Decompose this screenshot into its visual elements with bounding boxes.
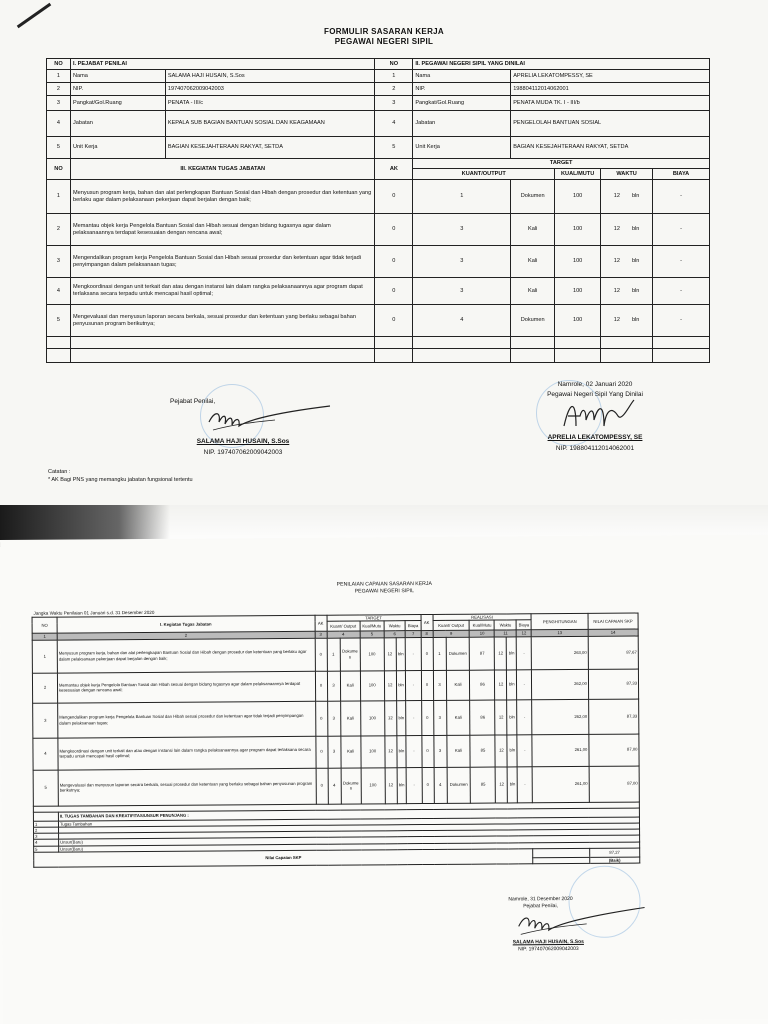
section-employee-title: II. PEGAWAI NEGERI SIPIL YANG DINILAI (413, 59, 710, 70)
row-r-b: - (517, 699, 532, 734)
evaluator-rank: PENATA - III/c (165, 96, 375, 111)
task-waktu-unit: bln (631, 287, 640, 294)
header-no-2: NO (375, 59, 413, 70)
form2-title: PENILAIAN CAPAIAN SASARAN KERJA (336, 580, 432, 588)
row-t-unit: Dokume n (340, 637, 360, 670)
h2-kuant-r: Kuant/ Output (433, 620, 470, 630)
task-biaya: - (653, 180, 710, 214)
row-t-unit: Kali (340, 670, 360, 700)
achievement-row (32, 636, 638, 673)
row-r-qty: 3 (433, 735, 446, 767)
h2-kegiatan: I. Kegiatan Tugas Jabatan (57, 615, 315, 633)
row-desc: Memantau objek kerja Pengelola Bantuan Sosial dan Hibah sesuai dengan bidang tugasnya agar dalam pelaksanaannya terdapat kesesuaian dengan rencana awal; (57, 671, 315, 703)
task-unit: Kali (511, 278, 555, 305)
row-calc: 262,00 (532, 699, 589, 734)
h2-nilai: NILAI CAPAIAN SKP (588, 613, 638, 630)
skp-achievement-form (0, 535, 768, 1024)
note-text: * AK Bagi PNS yang memangku jabatan fungsional tertentu (48, 477, 193, 483)
row-r-kual: 85 (470, 735, 495, 767)
extra-no: 3 (34, 833, 59, 839)
form1-table (46, 58, 710, 363)
extra-no: 1 (33, 821, 58, 827)
task-qty: 4 (413, 305, 511, 337)
row-t-kual: 100 (360, 670, 384, 700)
task-qty: 3 (413, 214, 511, 246)
tasks-header-activity: III. KEGIATAN TUGAS JABATAN (70, 159, 374, 180)
row-t-b: - (406, 637, 421, 670)
evaluator-nip: 197407062009042003 (165, 83, 375, 96)
row-nilai: 87,33 (589, 699, 639, 734)
sig2-role: Pejabat Penilai, (523, 903, 558, 910)
identity-row: 1 Nama SALAMA HAJI HUSAIN, S.Sos 1 Nama APRELIA LEKATOMPESSY, SE (47, 70, 710, 83)
row-r-qty: 3 (433, 700, 446, 735)
task-qty: 3 (413, 246, 511, 278)
sign-place-date: Namrole, 02 Januari 2020 (557, 381, 633, 388)
assessment-period: Jangka Waktu Penilaian 01 Januari s.d. 31 Desember 2020 (33, 609, 155, 616)
task-waktu (601, 246, 653, 278)
row-t-qty: 3 (327, 736, 340, 768)
sig2-place-date: Namrole, 31 Desember 2020 (508, 896, 573, 903)
row-calc: 261,00 (532, 734, 589, 766)
task-biaya: - (653, 278, 710, 305)
evaluator-role: Pejabat Penilai, (170, 398, 216, 405)
task-qty: 1 (413, 180, 511, 214)
row-desc: Mengendalikan program kerja Pengelola Bantuan Sosial dan Hibah sesuai prosedur dan ketentuan agar tidak terjadi penyimpangan dalam pelaksanaan tugas; (58, 701, 316, 738)
row-nilai: 87,00 (589, 766, 639, 802)
row-r-unit: Dokumen (446, 637, 470, 670)
form2-subtitle: PEGAWAI NEGERI SIPIL (354, 588, 415, 595)
row-t-w: 12 (385, 767, 397, 803)
note-title: Catatan : (48, 469, 71, 475)
task-desc: Mengendalikan program kerja Pengelola Bantuan Sosial dan Hibah sesuai prosedur dan ketentuan agar tidak terjadi penyimpangan dalam pelaksanaan tugas; (70, 246, 374, 278)
employee-unit: BAGIAN KESEJAHTERAAN RAKYAT, SETDA (511, 137, 710, 159)
task-desc: Menyusun program kerja, bahan dan alat perlengkapan Bantuan Sosial dan Hibah dengan prosedur dan ketentuan yang berlaku agar dalam pelaksanaan pekerjaan dapat berjalan dengan baik; (70, 180, 374, 214)
row-r-kual: 86 (470, 670, 495, 700)
row-t-qty: 3 (327, 671, 340, 701)
task-row (47, 180, 710, 214)
row-no: 5 (33, 770, 58, 806)
row-t-wu: bln (397, 767, 407, 803)
task-ak: 0 (375, 246, 413, 278)
row-t-qty: 3 (327, 701, 340, 736)
total-value: 87,27 (590, 848, 640, 857)
h2-waktu-r: Waktu (495, 620, 517, 630)
row-t-w: 12 (384, 700, 396, 735)
task-waktu-unit: bln (631, 317, 640, 323)
extra-no: 4 (34, 839, 59, 845)
row-t-kual: 100 (361, 767, 385, 803)
row-ak: 0 (315, 638, 327, 671)
task-waktu-value: 12 (613, 193, 620, 199)
row-nilai: 87,00 (589, 734, 639, 766)
task-ak: 0 (375, 278, 413, 305)
employee-signature (560, 396, 640, 434)
sig2-signature (515, 903, 650, 940)
extra-label: Tugas Tambahan (58, 817, 639, 827)
task-no: 3 (47, 246, 71, 278)
achievement-row (32, 669, 638, 703)
evaluator-position: KEPALA SUB BAGIAN BANTUAN SOSIAL DAN KEAGAMAAN (165, 111, 375, 137)
achievement-row (33, 766, 639, 806)
row-r-wu: bln (507, 734, 517, 766)
task-waktu (601, 278, 653, 305)
task-desc: Memantau objek kerja Pengelola Bantuan Sosial dan Hibah sesuai dengan bidang tugasnya agar dalam pelaksanaannya terdapat kesesuaian dengan rencana awal; (70, 214, 374, 246)
row-t-wu: bln (396, 637, 406, 670)
task-kual: 100 (555, 305, 601, 337)
task-row (47, 278, 710, 305)
row-desc: Mengkoordinasi dengan unit terkait dan atau dengan instansi lain dalam rangka pelaksanaannya agar program dapat terlaksana secara terpadu untuk mencapai hasil optimal; (58, 736, 316, 770)
row-nilai: 87,67 (588, 636, 638, 669)
evaluator-signature (205, 400, 335, 438)
row-t-wu: bln (396, 700, 406, 735)
row-r-w: 12 (495, 699, 507, 734)
row-r-wu: bln (507, 766, 517, 802)
row-r-b: - (516, 636, 531, 669)
task-waktu (601, 214, 653, 246)
col-kual-mutu: KUAL/MUTU (555, 169, 601, 180)
row-r-wu: bln (507, 636, 517, 669)
extra-no: 5 (34, 846, 59, 852)
task-waktu (601, 305, 653, 337)
section-evaluator-title: I. PEJABAT PENILAI (70, 59, 374, 70)
h2-no: NO (32, 617, 57, 633)
h2-ak: AK (315, 615, 327, 631)
task-desc: Mengevaluasi dan menyusun laporan secara berkala, sesuai prosedur dan ketentuan yang berlaku sebagai bahan penyusunan program berikutnya; (70, 305, 374, 337)
evaluator-unit: BAGIAN KESEJAHTERAAN RAKYAT, SETDA (165, 137, 375, 159)
header-no: NO (47, 59, 71, 70)
empty-row (47, 349, 710, 363)
row-no: 3 (33, 703, 58, 738)
form2-table (32, 613, 641, 868)
row-t-qty: 4 (328, 768, 341, 804)
row-t-b: - (406, 700, 421, 735)
row-r-unit: Dokumen (447, 767, 471, 803)
h2-kual-r: Kual/Mutu (470, 620, 495, 630)
row-no: 4 (33, 738, 58, 770)
task-kual: 100 (555, 246, 601, 278)
row-r-ak: 0 (421, 670, 433, 700)
task-waktu-unit: bln (631, 226, 640, 232)
row-t-unit: Kali (340, 700, 360, 735)
row-desc: Mengevaluasi dan menyusun laporan secara berkala, sesuai prosedur dan ketentuan yang berlaku sebagai bahan penyusunan program berikutnya; (58, 768, 316, 806)
col-waktu: WAKTU (601, 169, 653, 180)
task-no: 2 (47, 214, 71, 246)
row-t-kual: 100 (360, 637, 384, 670)
extra-no: 2 (34, 827, 59, 833)
row-r-unit: Kali (446, 700, 470, 735)
row-t-wu: bln (396, 735, 406, 767)
tasks-header-no: NO (47, 159, 71, 180)
column-number-row: 1 2 3 4 5 6 7 8 9 10 11 12 13 14 (32, 629, 638, 639)
form1-subtitle: PEGAWAI NEGERI SIPIL (334, 37, 434, 46)
row-t-qty: 1 (327, 638, 340, 671)
employee-sign-name: APRELIA LEKATOMPESSY, SE (547, 434, 643, 441)
task-unit: Dokumen (511, 305, 555, 337)
row-r-wu: bln (507, 699, 517, 734)
row-r-kual: 86 (470, 700, 495, 735)
task-unit: Kali (511, 214, 555, 246)
task-biaya: - (653, 246, 710, 278)
row-r-w: 12 (495, 669, 507, 699)
row-desc: Menyusun program kerja, bahan dan alat perlengkapan Bantuan Sosial dan Hibah dengan prosedur dan ketentuan yang berlaku agar dalam pelaksanaan pekerjaan dapat berjalan dengan baik; (57, 638, 315, 673)
row-calc: 262,00 (532, 669, 589, 699)
task-unit: Kali (511, 246, 555, 278)
row-r-ak: 0 (422, 767, 434, 803)
total-label: Nilai Capaian SKP (34, 849, 533, 868)
evaluator-sign-name: SALAMA HAJI HUSAIN, S.Sos (196, 438, 290, 445)
row-r-b: - (517, 766, 532, 802)
col-biaya: BIAYA (653, 169, 710, 180)
evaluator-sign-nip: NIP. 197407062009042003 (203, 449, 283, 456)
empty-row (47, 337, 710, 349)
row-ak: 0 (315, 671, 327, 701)
task-biaya: - (653, 305, 710, 337)
row-r-ak: 0 (421, 700, 433, 735)
employee-position: PENGELOLAH BANTUAN SOSIAL (511, 111, 710, 137)
extra-label: Unsur(Baru) (59, 835, 640, 845)
row-ak: 0 (315, 701, 327, 736)
task-row (47, 246, 710, 278)
h2-biaya-r: Biaya (516, 620, 531, 630)
h2-waktu: Waktu (384, 621, 406, 631)
row-t-b: - (406, 767, 421, 803)
task-ak: 0 (375, 214, 413, 246)
task-biaya: - (653, 214, 710, 246)
achievement-row (33, 734, 639, 770)
task-waktu (601, 180, 653, 214)
task-row (47, 305, 710, 337)
row-r-ak: 0 (421, 735, 433, 767)
h2-kuant: Kuant/ Output (327, 621, 360, 631)
row-r-w: 12 (496, 766, 508, 802)
row-r-b: - (517, 669, 532, 699)
section-extra-title: II. TUGAS TAMBAHAN DAN KREATIFITAS/UNSUR PENUNJANG : (58, 808, 639, 821)
task-ak: 0 (375, 305, 413, 337)
row-ak: 0 (316, 768, 328, 804)
row-t-unit: Kali (340, 735, 360, 767)
row-r-w: 12 (495, 734, 507, 766)
row-r-wu: bln (507, 669, 517, 699)
sig2-name: SALAMA HAJI HUSAIN, S.Sos (512, 938, 584, 946)
row-nilai: 87,33 (588, 669, 638, 699)
task-waktu-value: 12 (613, 226, 620, 232)
identity-row: 4 Jabatan KEPALA SUB BAGIAN BANTUAN SOSIAL DAN KEAGAMAAN 4 Jabatan PENGELOLAH BANTUAN SOSIAL (47, 111, 710, 137)
row-r-kual: 85 (471, 767, 496, 803)
employee-sign-nip: NIP. 198804112014062001 (555, 445, 635, 452)
task-no: 1 (47, 180, 71, 214)
employee-role: Pegawai Negeri Sipil Yang Dinilai (547, 391, 643, 398)
row-r-qty: 1 (433, 637, 446, 670)
h2-realisasi: REALISASI (433, 614, 532, 621)
task-qty: 3 (413, 278, 511, 305)
row-t-kual: 100 (361, 735, 385, 767)
row-t-wu: bln (396, 670, 406, 700)
task-desc: Mengkoordinasi dengan unit terkait dan atau dengan instansi lain dalam rangka pelaksanaannya agar program dapat terlaksana secara terpadu untuk mencapai hasil optimal; (70, 278, 374, 305)
h2-ak-r: AK (421, 614, 433, 630)
h2-kual: Kual/Mutu (360, 621, 384, 631)
employee-rank: PENATA MUDA TK. I - III/b (511, 96, 710, 111)
identity-row: 2 NIP. 197407062009042003 2 NIP. 198804112014062001 (47, 83, 710, 96)
task-unit: Dokumen (511, 180, 555, 214)
task-kual: 100 (555, 278, 601, 305)
row-t-b: - (406, 670, 421, 700)
row-r-kual: 87 (470, 637, 495, 670)
row-r-w: 12 (495, 636, 507, 669)
row-t-b: - (406, 735, 421, 767)
employee-nip: 198804112014062001 (511, 83, 710, 96)
row-t-unit: Dokume n (341, 767, 361, 803)
task-waktu-value: 12 (613, 317, 620, 323)
h2-biaya: Biaya (405, 621, 420, 631)
task-waktu-unit: bln (631, 258, 640, 264)
task-waktu-unit: bln (631, 193, 640, 199)
total-grade: (Baik) (590, 857, 640, 864)
skp-target-form (0, 0, 768, 505)
row-r-unit: Kali (446, 735, 470, 767)
row-r-qty: 3 (433, 670, 446, 700)
row-t-w: 12 (384, 670, 396, 700)
evaluator-name: SALAMA HAJI HUSAIN, S.Sos (165, 70, 375, 83)
task-row (47, 214, 710, 246)
row-t-w: 12 (384, 637, 396, 670)
col-kuant-output: KUANT/OUTPUT (413, 169, 555, 180)
row-no: 1 (32, 640, 57, 673)
form1-title: FORMULIR SASARAN KERJA (324, 27, 444, 36)
row-ak: 0 (315, 736, 327, 768)
extra-label: Unsur(Baru) (59, 842, 640, 852)
row-calc: 263,00 (532, 636, 589, 669)
h2-perhitungan: PENGHITUNGAN (531, 613, 588, 630)
tasks-header-target: TARGET (413, 159, 710, 169)
task-kual: 100 (555, 214, 601, 246)
employee-name: APRELIA LEKATOMPESSY, SE (511, 70, 710, 83)
task-no: 4 (47, 278, 71, 305)
tasks-header-ak: AK (375, 159, 413, 180)
pen-object (17, 3, 51, 28)
identity-row: 5 Unit Kerja BAGIAN KESEJAHTERAAN RAKYAT, SETDA 5 Unit Kerja BAGIAN KESEJAHTERAAN RAKYAT, SETDA (47, 137, 710, 159)
row-r-b: - (517, 734, 532, 766)
achievement-row (33, 699, 639, 738)
row-r-unit: Kali (446, 670, 470, 700)
row-t-kual: 100 (360, 700, 384, 735)
task-waktu-value: 12 (613, 287, 620, 294)
h2-target: TARGET (327, 615, 421, 622)
task-no: 5 (47, 305, 71, 337)
task-ak: 0 (375, 180, 413, 214)
sig2-nip: NIP. 197407062009042003 (518, 945, 579, 953)
task-waktu-value: 12 (613, 258, 620, 264)
identity-row: 3 Pangkat/Gol.Ruang PENATA - III/c 3 Pangkat/Gol.Ruang PENATA MUDA TK. I - III/b (47, 96, 710, 111)
row-r-ak: 0 (421, 637, 433, 670)
row-t-w: 12 (385, 735, 397, 767)
row-calc: 261,00 (532, 766, 589, 802)
task-kual: 100 (555, 180, 601, 214)
row-r-qty: 4 (434, 767, 447, 803)
row-no: 2 (32, 673, 57, 703)
